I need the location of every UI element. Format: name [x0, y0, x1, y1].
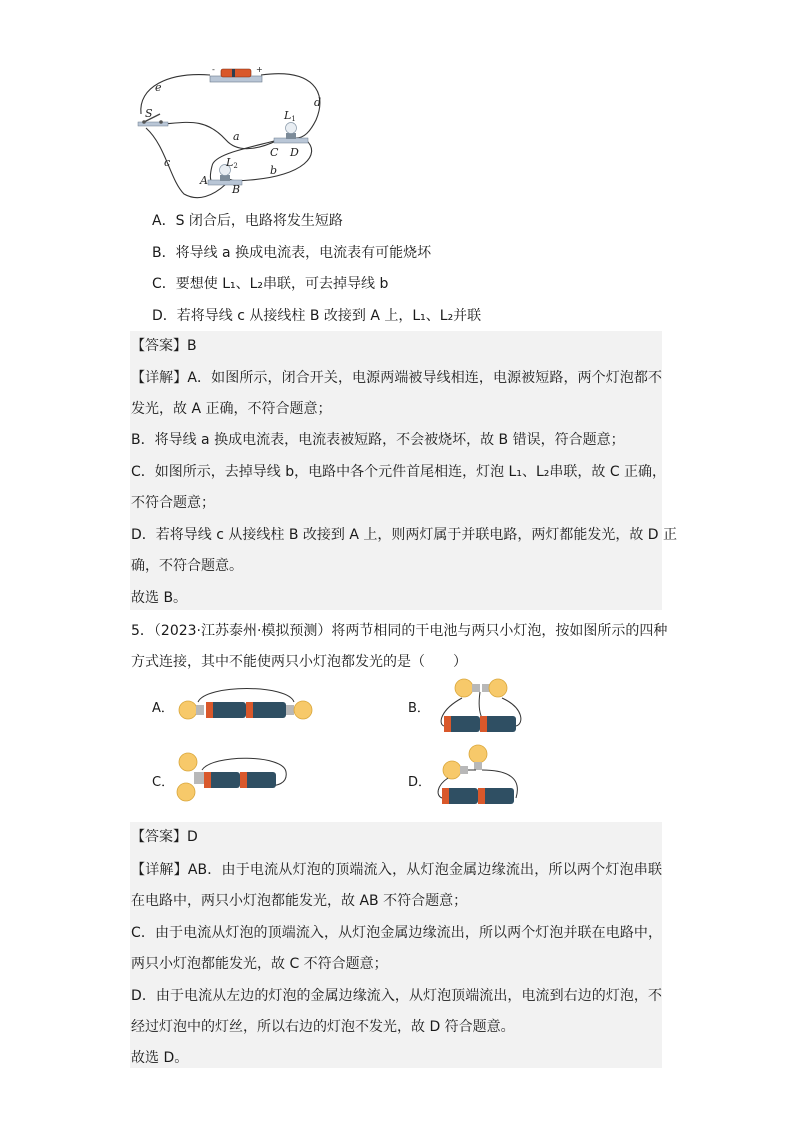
q5-detail-line-1: 【详解】AB．由于电流从灯泡的顶端流入，从灯泡金属边缘流出，所以两个灯泡串联 [131, 862, 662, 878]
battery-minus: - [212, 65, 215, 74]
q4-detail-line-3: B．将导线 a 换成电流表，电流表被短路，不会被烧坏，故 B 错误，符合题意； [131, 432, 625, 448]
q5-figure-c [172, 748, 302, 806]
q4-detail-line-1: 【详解】A．如图所示，闭合开关，电源两端被导线相连，电源被短路，两个灯泡都不 [131, 370, 662, 386]
q5-option-d-label: D． [408, 775, 432, 790]
lamp-l1-label: L1 [284, 109, 296, 123]
q4-option-c: C．要想使 L₁、L₂串联，可去掉导线 b [152, 276, 389, 292]
q4-detail-line-6: D．若将导线 c 从接线柱 B 改接到 A 上，则两灯属于并联电路，两灯都能发光，故 D 正 [131, 527, 678, 543]
q5-figure-b [432, 676, 532, 740]
terminal-c-label: C [270, 146, 279, 159]
q5-option-a-label: A． [152, 701, 174, 716]
q5-figure-d [432, 742, 532, 808]
q5-question-line-2: 方式连接，其中不能使两只小灯泡都发光的是（ ） [131, 654, 467, 670]
q4-option-d: D．若将导线 c 从接线柱 B 改接到 A 上，L₁、L₂并联 [152, 308, 482, 324]
q4-detail-line-4: C．如图所示，去掉导线 b，电路中各个元件首尾相连，灯泡 L₁、L₂串联，故 C 正确， [131, 464, 667, 480]
q4-option-a: A．S 闭合后，电路将发生短路 [152, 213, 343, 229]
q4-detail-line-2: 发光，故 A 正确，不符合题意； [131, 401, 332, 417]
q4-option-b: B．将导线 a 换成电流表，电流表有可能烧坏 [152, 245, 432, 261]
wire-e-label: e [155, 81, 162, 94]
q5-conclusion: 故选 D。 [131, 1050, 189, 1066]
terminal-a-label: A [200, 174, 208, 187]
q5-option-c-label: C． [152, 775, 175, 790]
battery-plus: + [256, 65, 263, 74]
q5-detail-line-6: 经过灯泡中的灯丝，所以右边的灯泡不发光，故 D 符合题意。 [131, 1019, 515, 1035]
wire-b-label: b [270, 164, 278, 177]
q5-figure-a [176, 682, 316, 722]
q5-detail-line-5: D．由于电流从左边的灯泡的金属边缘流入，从灯泡顶端流出，电流到右边的灯泡，不 [131, 988, 662, 1004]
switch-label: S [145, 107, 153, 120]
q4-answer: 【答案】B [131, 338, 197, 354]
q5-question-line-1: 5．（2023·江苏泰州·模拟预测）将两节相同的干电池与两只小灯泡，按如图所示的四种 [131, 623, 668, 639]
wire-a-label: a [233, 130, 240, 143]
circuit-diagram [128, 62, 328, 202]
q5-answer: 【答案】D [131, 829, 198, 845]
q5-detail-line-2: 在电路中，两只小灯泡都能发光，故 AB 不符合题意； [131, 893, 468, 909]
q4-detail-line-7: 确，不符合题意。 [131, 558, 243, 574]
q4-conclusion: 故选 B。 [131, 590, 188, 606]
q5-detail-line-4: 两只小灯泡都能发光，故 C 不符合题意； [131, 956, 388, 972]
terminal-b-label: B [232, 183, 241, 196]
q5-option-b-label: B． [408, 701, 430, 716]
wire-c-label: c [164, 156, 171, 169]
lamp-l2-label: L2 [226, 156, 238, 170]
q4-detail-line-5: 不符合题意； [131, 495, 215, 511]
q5-detail-line-3: C．由于电流从灯泡的顶端流入，从灯泡金属边缘流出，所以两个灯泡并联在电路中， [131, 925, 662, 941]
wire-d-label: d [314, 96, 322, 109]
terminal-d-label: D [290, 146, 299, 159]
